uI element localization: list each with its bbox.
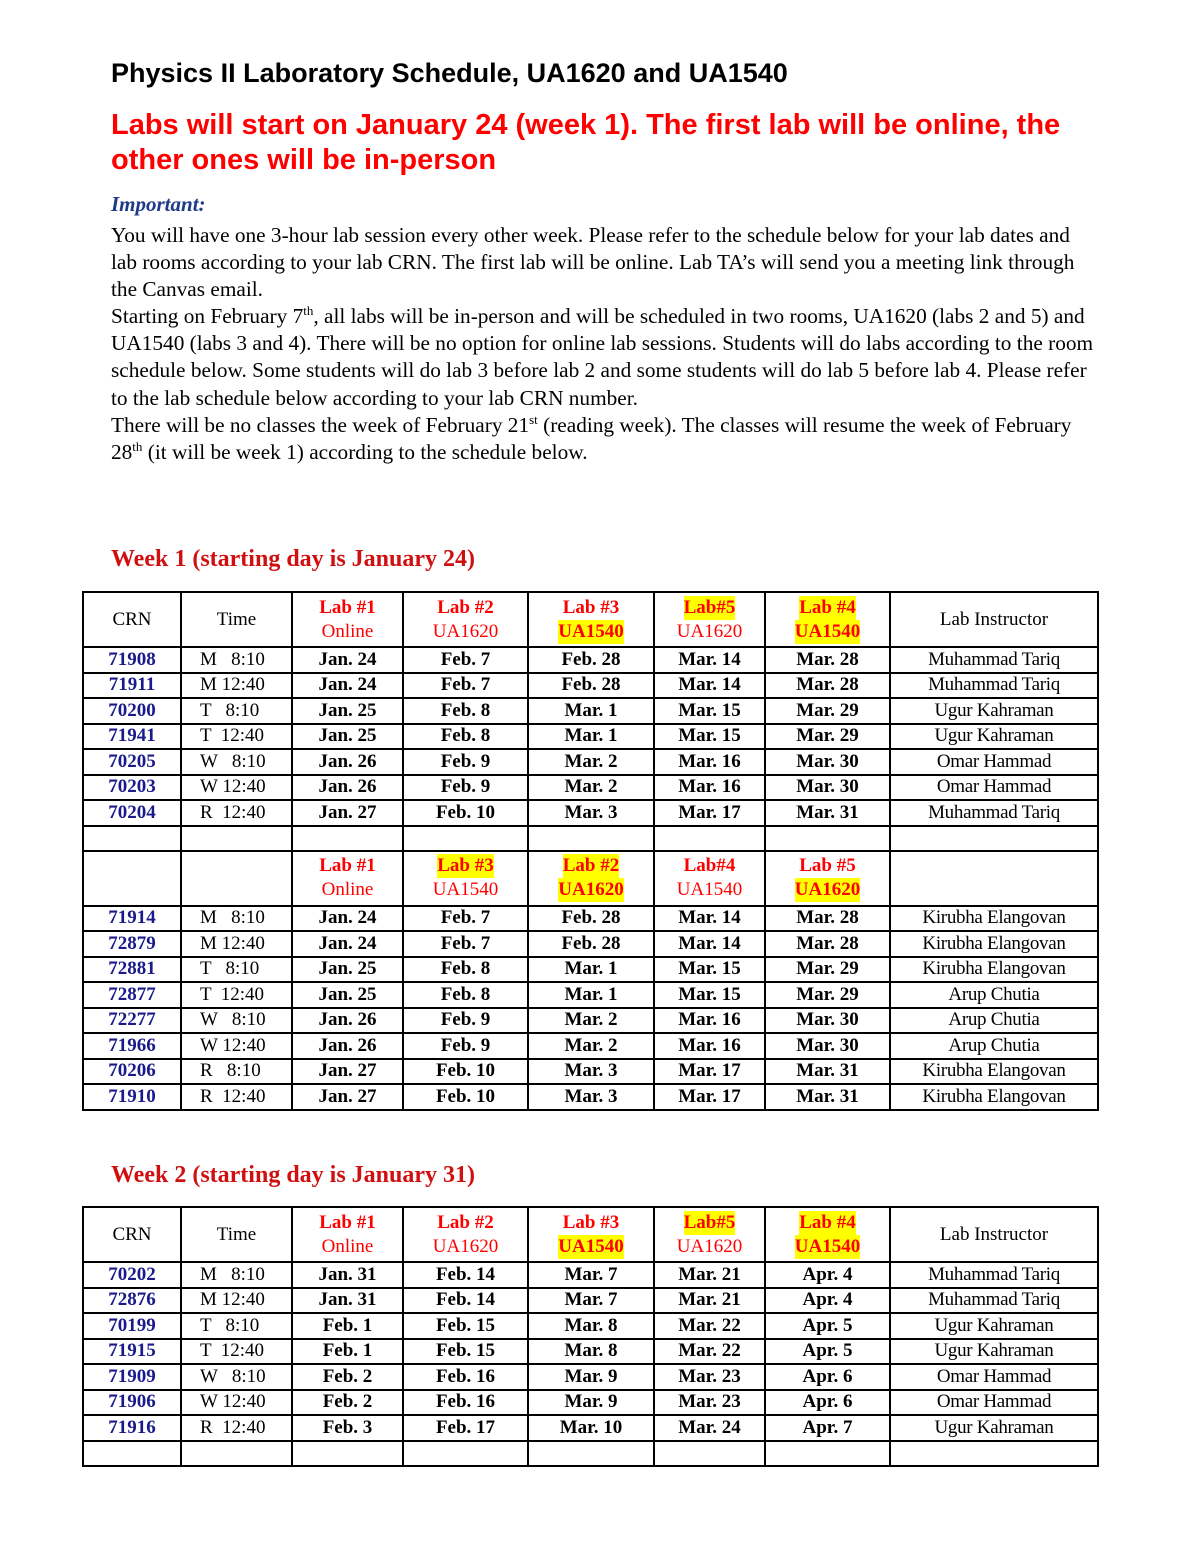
lab-header bbox=[528, 1207, 654, 1262]
lab-name: Lab #2 bbox=[437, 1211, 494, 1233]
instructor-cell: Muhammad Tariq bbox=[890, 1262, 1098, 1288]
lab-header bbox=[654, 592, 765, 647]
lab-name: Lab #5 bbox=[799, 855, 856, 876]
date-cell: Feb. 14 bbox=[403, 1262, 528, 1288]
lab-room: UA1620 bbox=[676, 620, 743, 642]
start-notice: Labs will start on January 24 (week 1). The first lab will be online, the other ones will be in-person bbox=[111, 109, 1061, 176]
date-cell: Feb. 7 bbox=[403, 673, 528, 699]
crn-header: CRN bbox=[83, 592, 181, 647]
date-cell: Mar. 1 bbox=[528, 698, 654, 724]
instructor-cell: Ugur Kahraman bbox=[890, 1339, 1098, 1365]
date-cell: Jan. 24 bbox=[292, 931, 403, 957]
date-cell: Feb. 17 bbox=[403, 1415, 528, 1441]
empty-cell bbox=[292, 1441, 403, 1466]
instructor-cell: Omar Hammad bbox=[890, 749, 1098, 775]
lab-header bbox=[403, 592, 528, 647]
instructor-cell: Kirubha Elangovan bbox=[890, 931, 1098, 957]
date-cell: Feb. 9 bbox=[403, 749, 528, 775]
lab-name: Lab#5 bbox=[683, 1211, 736, 1233]
table-row bbox=[83, 906, 1098, 932]
date-cell: Feb. 10 bbox=[403, 1084, 528, 1110]
instructor-header: Lab Instructor bbox=[890, 592, 1098, 647]
date-cell: Mar. 16 bbox=[654, 1033, 765, 1059]
empty-row bbox=[83, 1441, 1098, 1466]
header-row bbox=[83, 851, 1098, 906]
table-row bbox=[83, 775, 1098, 801]
crn-cell: 70204 bbox=[83, 800, 181, 826]
important-label: Important: bbox=[111, 192, 206, 216]
date-cell: Apr. 5 bbox=[765, 1339, 890, 1365]
date-cell: Mar. 15 bbox=[654, 982, 765, 1008]
time-cell: M 8:10 bbox=[181, 647, 292, 673]
date-cell: Jan. 31 bbox=[292, 1262, 403, 1288]
date-cell: Jan. 26 bbox=[292, 1033, 403, 1059]
date-cell: Feb. 15 bbox=[403, 1313, 528, 1339]
time-cell: M 8:10 bbox=[181, 1262, 292, 1288]
date-cell: Mar. 1 bbox=[528, 724, 654, 750]
date-cell: Feb. 2 bbox=[292, 1364, 403, 1390]
empty-cell bbox=[765, 826, 890, 851]
lab-room: Online bbox=[321, 620, 374, 642]
date-cell: Mar. 2 bbox=[528, 1008, 654, 1034]
instructor-cell: Ugur Kahraman bbox=[890, 1313, 1098, 1339]
date-cell: Feb. 8 bbox=[403, 724, 528, 750]
crn-cell: 72877 bbox=[83, 982, 181, 1008]
table-row bbox=[83, 673, 1098, 699]
lab-name: Lab #3 bbox=[562, 596, 620, 618]
instructor-cell: Kirubha Elangovan bbox=[890, 957, 1098, 983]
date-cell: Feb. 9 bbox=[403, 1008, 528, 1034]
date-cell: Mar. 16 bbox=[654, 749, 765, 775]
date-cell: Feb. 1 bbox=[292, 1313, 403, 1339]
week1-schedule-table bbox=[82, 591, 1099, 1111]
table-row bbox=[83, 749, 1098, 775]
date-cell: Feb. 10 bbox=[403, 1059, 528, 1085]
table-row bbox=[83, 931, 1098, 957]
date-cell: Mar. 16 bbox=[654, 1008, 765, 1034]
date-cell: Mar. 31 bbox=[765, 800, 890, 826]
date-cell: Mar. 31 bbox=[765, 1059, 890, 1085]
instructor-cell: Ugur Kahraman bbox=[890, 1415, 1098, 1441]
time-cell: M 12:40 bbox=[181, 931, 292, 957]
time-cell: W 8:10 bbox=[181, 1364, 292, 1390]
empty-cell bbox=[83, 1441, 181, 1466]
date-cell: Jan. 26 bbox=[292, 775, 403, 801]
date-cell: Feb. 8 bbox=[403, 982, 528, 1008]
crn-cell: 72876 bbox=[83, 1288, 181, 1314]
instructor-header bbox=[890, 851, 1098, 906]
date-cell: Mar. 2 bbox=[528, 1033, 654, 1059]
date-cell: Mar. 1 bbox=[528, 957, 654, 983]
date-cell: Mar. 3 bbox=[528, 1084, 654, 1110]
date-cell: Mar. 8 bbox=[528, 1313, 654, 1339]
date-cell: Jan. 24 bbox=[292, 906, 403, 932]
instructor-cell: Kirubha Elangovan bbox=[890, 1084, 1098, 1110]
crn-cell: 72277 bbox=[83, 1008, 181, 1034]
lab-room: Online bbox=[321, 1235, 374, 1257]
date-cell: Mar. 23 bbox=[654, 1364, 765, 1390]
date-cell: Apr. 5 bbox=[765, 1313, 890, 1339]
lab-room: UA1620 bbox=[676, 1235, 743, 1257]
lab-room: UA1540 bbox=[558, 1235, 624, 1257]
date-cell: Mar. 15 bbox=[654, 698, 765, 724]
lab-name: Lab #1 bbox=[319, 855, 376, 876]
time-cell: W 12:40 bbox=[181, 1033, 292, 1059]
week2-heading: Week 2 (starting day is January 31) bbox=[111, 1162, 476, 1188]
instructor-cell: Muhammad Tariq bbox=[890, 800, 1098, 826]
instructor-header: Lab Instructor bbox=[890, 1207, 1098, 1262]
empty-cell bbox=[181, 1441, 292, 1466]
table-row bbox=[83, 1339, 1098, 1365]
date-cell: Jan. 27 bbox=[292, 1084, 403, 1110]
date-cell: Jan. 27 bbox=[292, 800, 403, 826]
time-cell: W 8:10 bbox=[181, 749, 292, 775]
date-cell: Mar. 24 bbox=[654, 1415, 765, 1441]
date-cell: Mar. 28 bbox=[765, 673, 890, 699]
crn-cell: 70205 bbox=[83, 749, 181, 775]
empty-cell bbox=[181, 826, 292, 851]
date-cell: Apr. 7 bbox=[765, 1415, 890, 1441]
date-cell: Mar. 29 bbox=[765, 724, 890, 750]
time-cell: R 8:10 bbox=[181, 1059, 292, 1085]
date-cell: Mar. 15 bbox=[654, 957, 765, 983]
empty-cell bbox=[890, 1441, 1098, 1466]
instructor-cell: Arup Chutia bbox=[890, 982, 1098, 1008]
crn-header: CRN bbox=[83, 1207, 181, 1262]
lab-header bbox=[654, 1207, 765, 1262]
lab-name: Lab #4 bbox=[799, 1211, 856, 1233]
date-cell: Mar. 2 bbox=[528, 749, 654, 775]
crn-cell: 71915 bbox=[83, 1339, 181, 1365]
date-cell: Feb. 28 bbox=[528, 931, 654, 957]
header-row bbox=[83, 592, 1098, 647]
crn-header bbox=[83, 851, 181, 906]
instructor-cell: Omar Hammad bbox=[890, 775, 1098, 801]
crn-cell: 70203 bbox=[83, 775, 181, 801]
time-header: Time bbox=[181, 592, 292, 647]
date-cell: Mar. 17 bbox=[654, 1059, 765, 1085]
date-cell: Mar. 9 bbox=[528, 1390, 654, 1416]
time-cell: M 12:40 bbox=[181, 673, 292, 699]
crn-cell: 71914 bbox=[83, 906, 181, 932]
table-row bbox=[83, 1084, 1098, 1110]
lab-header bbox=[292, 1207, 403, 1262]
date-cell: Jan. 26 bbox=[292, 749, 403, 775]
date-cell: Feb. 7 bbox=[403, 906, 528, 932]
date-cell: Mar. 30 bbox=[765, 1008, 890, 1034]
date-cell: Jan. 25 bbox=[292, 698, 403, 724]
time-cell: T 8:10 bbox=[181, 1313, 292, 1339]
date-cell: Feb. 1 bbox=[292, 1339, 403, 1365]
date-cell: Jan. 31 bbox=[292, 1288, 403, 1314]
date-cell: Feb. 28 bbox=[528, 906, 654, 932]
lab-room: UA1540 bbox=[432, 879, 499, 900]
date-cell: Apr. 6 bbox=[765, 1390, 890, 1416]
date-cell: Jan. 25 bbox=[292, 982, 403, 1008]
empty-cell bbox=[654, 826, 765, 851]
lab-header bbox=[765, 1207, 890, 1262]
crn-cell: 70200 bbox=[83, 698, 181, 724]
lab-name: Lab #2 bbox=[437, 596, 494, 618]
crn-cell: 72879 bbox=[83, 931, 181, 957]
lab-name: Lab #3 bbox=[437, 855, 494, 876]
crn-cell: 71966 bbox=[83, 1033, 181, 1059]
lab-header bbox=[528, 592, 654, 647]
crn-cell: 71911 bbox=[83, 673, 181, 699]
date-cell: Feb. 28 bbox=[528, 647, 654, 673]
paragraph-2: Starting on February 7th, all labs will be in-person and will be scheduled in two rooms, UA1620 (labs 2 and 5) and UA1540 (labs 3 and 4). There will be no option for online lab sessions. Students will do labs according to the room schedule below. Some students will do lab 3 before lab 2 and some students will do lab 5 before lab 4. Please refer to the lab schedule below according to your lab CRN number. bbox=[111, 303, 1094, 410]
date-cell: Mar. 14 bbox=[654, 647, 765, 673]
lab-header bbox=[765, 592, 890, 647]
date-cell: Feb. 3 bbox=[292, 1415, 403, 1441]
crn-cell: 70202 bbox=[83, 1262, 181, 1288]
date-cell: Apr. 4 bbox=[765, 1288, 890, 1314]
lab-name: Lab #1 bbox=[319, 596, 376, 618]
empty-cell bbox=[83, 826, 181, 851]
date-cell: Mar. 7 bbox=[528, 1262, 654, 1288]
date-cell: Feb. 14 bbox=[403, 1288, 528, 1314]
date-cell: Mar. 29 bbox=[765, 957, 890, 983]
table-row bbox=[83, 724, 1098, 750]
date-cell: Mar. 28 bbox=[765, 647, 890, 673]
time-cell: T 12:40 bbox=[181, 1339, 292, 1365]
empty-cell bbox=[528, 826, 654, 851]
date-cell: Feb. 7 bbox=[403, 931, 528, 957]
date-cell: Mar. 3 bbox=[528, 800, 654, 826]
date-cell: Jan. 25 bbox=[292, 957, 403, 983]
lab-room: UA1540 bbox=[794, 1235, 861, 1257]
lab-name: Lab #1 bbox=[319, 1211, 376, 1233]
instructor-cell: Kirubha Elangovan bbox=[890, 906, 1098, 932]
crn-cell: 70206 bbox=[83, 1059, 181, 1085]
instructor-cell: Omar Hammad bbox=[890, 1364, 1098, 1390]
date-cell: Jan. 26 bbox=[292, 1008, 403, 1034]
date-cell: Mar. 21 bbox=[654, 1262, 765, 1288]
date-cell: Mar. 22 bbox=[654, 1313, 765, 1339]
date-cell: Feb. 16 bbox=[403, 1364, 528, 1390]
date-cell: Mar. 10 bbox=[528, 1415, 654, 1441]
instructions-text bbox=[111, 222, 1096, 466]
date-cell: Mar. 21 bbox=[654, 1288, 765, 1314]
empty-cell bbox=[403, 1441, 528, 1466]
lab-room: Online bbox=[321, 879, 374, 900]
date-cell: Feb. 8 bbox=[403, 698, 528, 724]
header-row bbox=[83, 1207, 1098, 1262]
date-cell: Mar. 14 bbox=[654, 906, 765, 932]
table-row bbox=[83, 1313, 1098, 1339]
date-cell: Mar. 17 bbox=[654, 800, 765, 826]
lab-room: UA1620 bbox=[432, 1235, 499, 1257]
lab-room: UA1620 bbox=[432, 620, 499, 642]
time-cell: T 12:40 bbox=[181, 982, 292, 1008]
lab-name: Lab #2 bbox=[562, 855, 620, 876]
date-cell: Mar. 1 bbox=[528, 982, 654, 1008]
instructor-cell: Muhammad Tariq bbox=[890, 1288, 1098, 1314]
date-cell: Mar. 30 bbox=[765, 1033, 890, 1059]
date-cell: Feb. 8 bbox=[403, 957, 528, 983]
lab-room: UA1620 bbox=[794, 879, 861, 900]
time-cell: W 8:10 bbox=[181, 1008, 292, 1034]
time-cell: R 12:40 bbox=[181, 1415, 292, 1441]
time-cell: W 12:40 bbox=[181, 775, 292, 801]
time-cell: R 12:40 bbox=[181, 1084, 292, 1110]
date-cell: Mar. 31 bbox=[765, 1084, 890, 1110]
date-cell: Apr. 4 bbox=[765, 1262, 890, 1288]
date-cell: Mar. 2 bbox=[528, 775, 654, 801]
week2-schedule-table bbox=[82, 1206, 1099, 1467]
lab-name: Lab#5 bbox=[683, 596, 736, 618]
time-cell: W 12:40 bbox=[181, 1390, 292, 1416]
date-cell: Feb. 7 bbox=[403, 647, 528, 673]
date-cell: Jan. 24 bbox=[292, 647, 403, 673]
date-cell: Jan. 27 bbox=[292, 1059, 403, 1085]
instructor-cell: Omar Hammad bbox=[890, 1390, 1098, 1416]
date-cell: Mar. 30 bbox=[765, 749, 890, 775]
date-cell: Feb. 9 bbox=[403, 1033, 528, 1059]
table-row bbox=[83, 957, 1098, 983]
lab-header bbox=[403, 1207, 528, 1262]
date-cell: Feb. 10 bbox=[403, 800, 528, 826]
lab-room: UA1620 bbox=[558, 879, 624, 900]
instructor-cell: Muhammad Tariq bbox=[890, 673, 1098, 699]
date-cell: Mar. 9 bbox=[528, 1364, 654, 1390]
time-cell: M 8:10 bbox=[181, 906, 292, 932]
lab-name: Lab #4 bbox=[799, 596, 856, 618]
crn-cell: 71941 bbox=[83, 724, 181, 750]
table-row bbox=[83, 647, 1098, 673]
table-row bbox=[83, 1390, 1098, 1416]
time-header bbox=[181, 851, 292, 906]
table-row bbox=[83, 982, 1098, 1008]
instructor-cell: Ugur Kahraman bbox=[890, 698, 1098, 724]
instructor-cell: Arup Chutia bbox=[890, 1008, 1098, 1034]
time-cell: T 12:40 bbox=[181, 724, 292, 750]
date-cell: Mar. 16 bbox=[654, 775, 765, 801]
crn-cell: 71916 bbox=[83, 1415, 181, 1441]
crn-cell: 71908 bbox=[83, 647, 181, 673]
date-cell: Mar. 29 bbox=[765, 982, 890, 1008]
table-row bbox=[83, 1059, 1098, 1085]
empty-row bbox=[83, 826, 1098, 851]
crn-cell: 72881 bbox=[83, 957, 181, 983]
instructor-cell: Kirubha Elangovan bbox=[890, 1059, 1098, 1085]
table-row bbox=[83, 1033, 1098, 1059]
empty-cell bbox=[890, 826, 1098, 851]
table-row bbox=[83, 1008, 1098, 1034]
date-cell: Mar. 17 bbox=[654, 1084, 765, 1110]
crn-cell: 71910 bbox=[83, 1084, 181, 1110]
time-header: Time bbox=[181, 1207, 292, 1262]
table-row bbox=[83, 800, 1098, 826]
date-cell: Mar. 14 bbox=[654, 931, 765, 957]
date-cell: Feb. 15 bbox=[403, 1339, 528, 1365]
table-row bbox=[83, 1415, 1098, 1441]
date-cell: Mar. 14 bbox=[654, 673, 765, 699]
date-cell: Mar. 7 bbox=[528, 1288, 654, 1314]
page-title: Physics II Laboratory Schedule, UA1620 and UA1540 bbox=[111, 58, 788, 88]
lab-header bbox=[654, 851, 765, 906]
lab-room: UA1540 bbox=[794, 620, 861, 642]
lab-header bbox=[765, 851, 890, 906]
date-cell: Feb. 9 bbox=[403, 775, 528, 801]
date-cell: Mar. 15 bbox=[654, 724, 765, 750]
crn-cell: 70199 bbox=[83, 1313, 181, 1339]
table-row bbox=[83, 698, 1098, 724]
date-cell: Mar. 30 bbox=[765, 775, 890, 801]
date-cell: Mar. 8 bbox=[528, 1339, 654, 1365]
time-cell: R 12:40 bbox=[181, 800, 292, 826]
empty-cell bbox=[528, 1441, 654, 1466]
instructor-cell: Arup Chutia bbox=[890, 1033, 1098, 1059]
table-row bbox=[83, 1288, 1098, 1314]
instructor-cell: Muhammad Tariq bbox=[890, 647, 1098, 673]
time-cell: T 8:10 bbox=[181, 957, 292, 983]
date-cell: Feb. 16 bbox=[403, 1390, 528, 1416]
lab-room: UA1540 bbox=[558, 620, 624, 642]
date-cell: Mar. 3 bbox=[528, 1059, 654, 1085]
paragraph-1: You will have one 3-hour lab session every other week. Please refer to the schedule below for your lab dates and lab rooms according to your lab CRN. The first lab will be online. Lab TA’s will send you a meeting link through the Canvas email. bbox=[111, 223, 1075, 302]
lab-header bbox=[528, 851, 654, 906]
date-cell: Mar. 28 bbox=[765, 931, 890, 957]
paragraph-3: There will be no classes the week of February 21st (reading week). The classes will resume the week of February 28th (it will be week 1) according to the schedule below. bbox=[111, 411, 1072, 464]
instructor-cell: Ugur Kahraman bbox=[890, 724, 1098, 750]
lab-name: Lab#4 bbox=[683, 855, 736, 876]
empty-cell bbox=[765, 1441, 890, 1466]
date-cell: Apr. 6 bbox=[765, 1364, 890, 1390]
lab-name: Lab #3 bbox=[562, 1211, 620, 1233]
lab-header bbox=[292, 592, 403, 647]
crn-cell: 71909 bbox=[83, 1364, 181, 1390]
lab-header bbox=[403, 851, 528, 906]
date-cell: Jan. 24 bbox=[292, 673, 403, 699]
date-cell: Mar. 23 bbox=[654, 1390, 765, 1416]
date-cell: Mar. 28 bbox=[765, 906, 890, 932]
week1-heading: Week 1 (starting day is January 24) bbox=[111, 546, 476, 572]
time-cell: T 8:10 bbox=[181, 698, 292, 724]
date-cell: Jan. 25 bbox=[292, 724, 403, 750]
empty-cell bbox=[654, 1441, 765, 1466]
time-cell: M 12:40 bbox=[181, 1288, 292, 1314]
date-cell: Feb. 2 bbox=[292, 1390, 403, 1416]
crn-cell: 71906 bbox=[83, 1390, 181, 1416]
table-row bbox=[83, 1262, 1098, 1288]
date-cell: Mar. 29 bbox=[765, 698, 890, 724]
date-cell: Mar. 22 bbox=[654, 1339, 765, 1365]
date-cell: Feb. 28 bbox=[528, 673, 654, 699]
empty-cell bbox=[403, 826, 528, 851]
empty-cell bbox=[292, 826, 403, 851]
lab-room: UA1540 bbox=[676, 879, 743, 900]
table-row bbox=[83, 1364, 1098, 1390]
lab-header bbox=[292, 851, 403, 906]
